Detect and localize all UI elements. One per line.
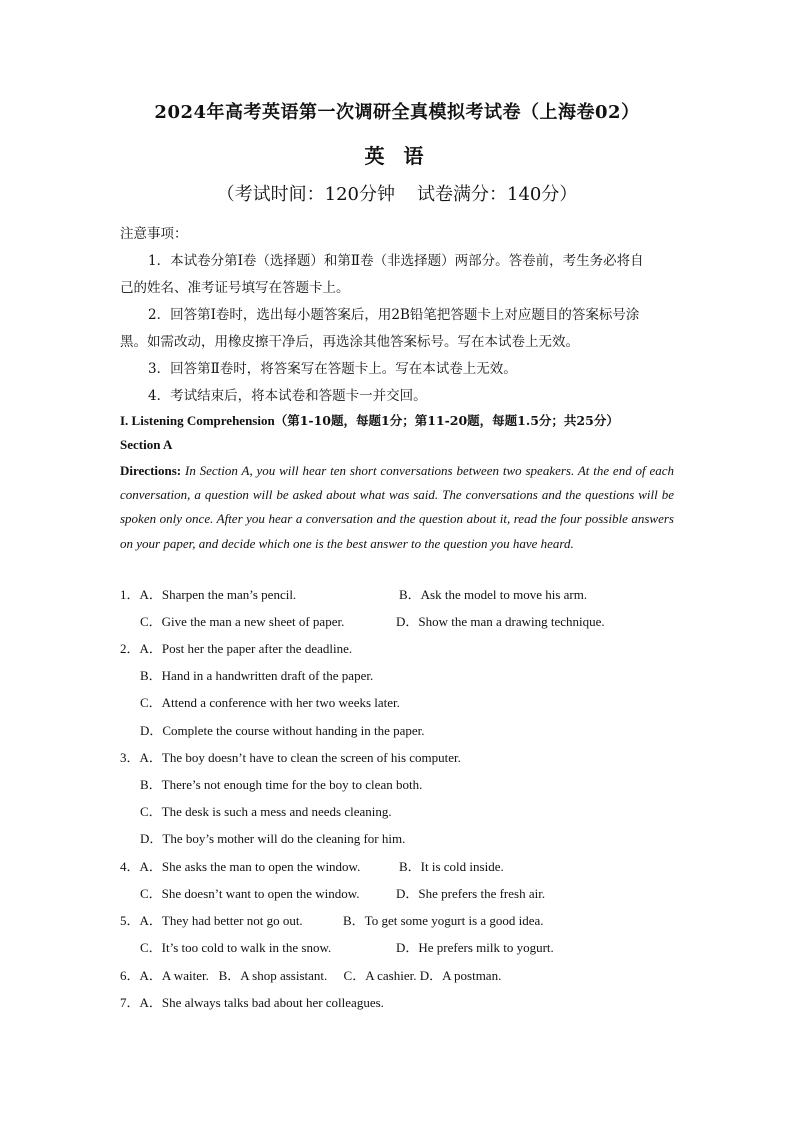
q1-option-d: D．Show the man a drawing technique.	[396, 614, 605, 629]
notes-heading: 注意事项：	[120, 226, 188, 242]
q3-option-c: C．The desk is such a mess and needs cleaning.	[140, 804, 392, 819]
note-1-line-1: 1．本试卷分第Ⅰ卷（选择题）和第Ⅱ卷（非选择题）两部分。答卷前，考生务必将自	[148, 253, 644, 269]
note-2-line-2: 黑。如需改动，用橡皮擦干净后，再选涂其他答案标号。写在本试卷上无效。	[120, 334, 579, 350]
part-scoring: （第1-10题，每题1分；第11-20题，每题1.5分；共25分）	[274, 413, 619, 428]
q7-option-a: 7．A．She always talks bad about her colleagues.	[120, 995, 384, 1010]
subject-title: 英 语	[364, 144, 430, 168]
q2-option-a: 2．A．Post her the paper after the deadline.	[120, 641, 353, 656]
directions	[120, 459, 674, 556]
q5-option-d: D．He prefers milk to yogurt.	[396, 940, 554, 955]
q5-option-b: B．To get some yogurt is a good idea.	[343, 913, 544, 928]
exam-info	[0, 180, 794, 206]
q3-option-b: B．There’s not enough time for the boy to clean both.	[140, 777, 423, 792]
q2-option-d: D．Complete the course without handing in the paper.	[140, 723, 425, 738]
exam-score: 试卷满分：140分）	[417, 184, 578, 205]
directions-label: Directions:	[120, 463, 182, 478]
q4-option-c: C．She doesn’t want to open the window.	[140, 886, 360, 901]
q6-options: 6．A．A waiter. B．A shop assistant. C．A cashier. D．A postman.	[120, 968, 502, 983]
q2-option-c: C．Attend a conference with her two weeks later.	[140, 695, 400, 710]
q4-option-d: D．She prefers the fresh air.	[396, 886, 546, 901]
part-title: I. Listening Comprehension	[120, 413, 275, 428]
note-4: 4．考试结束后，将本试卷和答题卡一并交回。	[148, 388, 427, 404]
q1-option-c: C．Give the man a new sheet of paper.	[140, 614, 345, 629]
exam-time: （考试时间：120分钟	[216, 184, 395, 205]
q4-option-a: 4．A．She asks the man to open the window.	[120, 859, 361, 874]
q3-option-a: 3．A．The boy doesn’t have to clean the screen of his computer.	[120, 750, 461, 765]
note-1-line-2: 己的姓名、准考证号填写在答题卡上。	[120, 280, 350, 296]
directions-text: In Section A, you will hear ten short conversations between two speakers. At the end of each conversation, a question will be asked about what was said. The conversations and the questions will be spoken only once. After you hear a conversation and the question about it, read the four possible answers on your paper, and decide which one is the best answer to the question you have heard.	[120, 463, 675, 551]
q2-option-b: B．Hand in a handwritten draft of the paper.	[140, 668, 374, 683]
q5-option-c: C．It’s too cold to walk in the snow.	[140, 940, 332, 955]
note-3: 3．回答第Ⅱ卷时，将答案写在答题卡上。写在本试卷上无效。	[148, 361, 517, 377]
q1-option-a: 1．A．Sharpen the man’s pencil.	[120, 587, 297, 602]
exam-title: 2024年高考英语第一次调研全真模拟考试卷（上海卷02）	[154, 102, 640, 123]
note-2-line-1: 2．回答第Ⅰ卷时，选出每小题答案后，用2B铅笔把答题卡上对应题目的答案标号涂	[148, 307, 640, 323]
q1-option-b: B．Ask the model to move his arm.	[399, 587, 588, 602]
part-heading	[120, 411, 676, 429]
q5-option-a: 5．A．They had better not go out.	[120, 913, 303, 928]
q3-option-d: D．The boy’s mother will do the cleaning for him.	[140, 831, 406, 846]
section-a-heading: Section A	[120, 437, 173, 452]
q4-option-b: B．It is cold inside.	[399, 859, 504, 874]
